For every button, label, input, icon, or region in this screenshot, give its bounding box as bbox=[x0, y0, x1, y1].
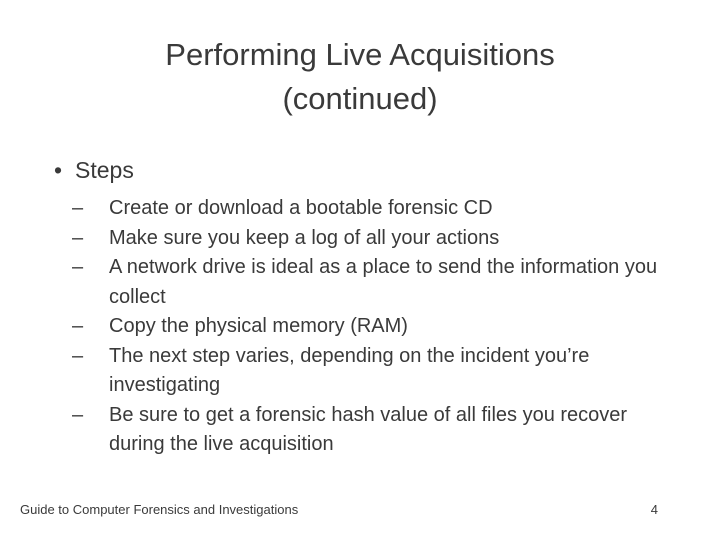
slide-title-line-1: Performing Live Acquisitions bbox=[165, 37, 555, 72]
sub-bullet-text: Make sure you keep a log of all your actions bbox=[109, 226, 500, 249]
sub-bullet-item bbox=[72, 224, 672, 254]
bullet-dot-icon: • bbox=[54, 157, 63, 183]
slide-title bbox=[60, 33, 660, 121]
sub-bullet-text: Be sure to get a forensic hash value of all files you recover during the live acquisition bbox=[109, 403, 628, 455]
dash-icon: – bbox=[72, 344, 84, 367]
sub-bullet-text: The next step varies, depending on the incident you’re investigating bbox=[109, 344, 590, 396]
sub-bullet-text: Create or download a bootable forensic CD bbox=[109, 197, 493, 219]
sub-bullet-item bbox=[72, 312, 672, 342]
dash-icon: – bbox=[72, 226, 84, 249]
sub-bullet-text: Copy the physical memory (RAM) bbox=[109, 315, 408, 337]
sub-bullet-text: A network drive is ideal as a place to send the information you collect bbox=[109, 256, 658, 308]
sub-bullet-item bbox=[72, 253, 672, 312]
sub-bullet-item bbox=[72, 401, 672, 460]
sub-bullet-item bbox=[72, 342, 672, 401]
bullet-label: Steps bbox=[75, 157, 134, 183]
dash-icon: – bbox=[72, 197, 84, 219]
page-number: 4 bbox=[650, 502, 658, 517]
slide-title-line-2: (continued) bbox=[282, 81, 438, 116]
dash-icon: – bbox=[72, 315, 84, 337]
sub-bullet-list bbox=[72, 194, 672, 460]
dash-icon: – bbox=[72, 256, 84, 278]
sub-bullet-item bbox=[72, 194, 672, 224]
dash-icon: – bbox=[72, 403, 84, 426]
footer-book-title: Guide to Computer Forensics and Investigations bbox=[20, 502, 299, 517]
